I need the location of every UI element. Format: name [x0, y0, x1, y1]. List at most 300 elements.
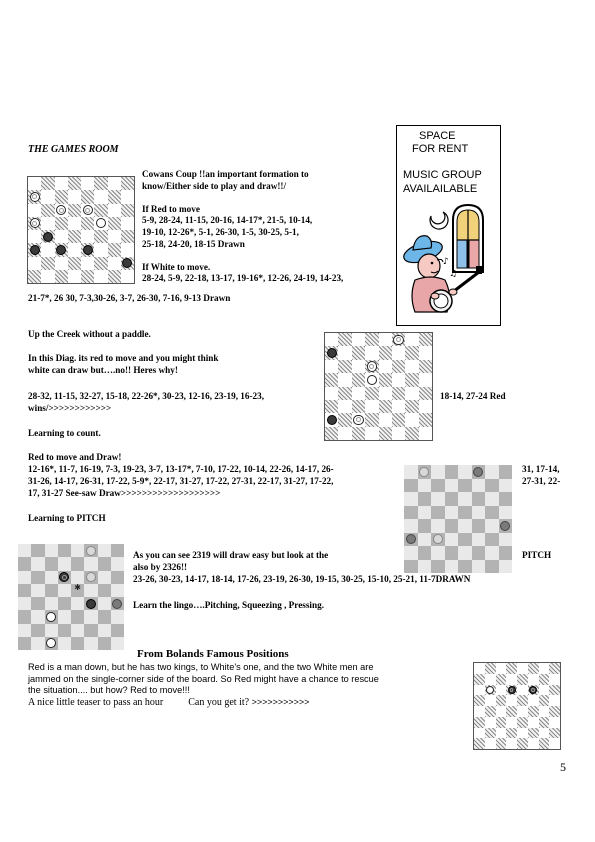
board-square [68, 177, 81, 190]
board-square [549, 728, 560, 739]
board-square [379, 360, 392, 373]
board-square [58, 584, 71, 597]
board-square [496, 674, 507, 685]
board-square [352, 387, 365, 400]
board-square [325, 413, 338, 426]
board-square [445, 465, 459, 479]
board-square [352, 413, 365, 426]
pitch-line1: As you can see 2319 will draw easy but look at the [133, 550, 329, 560]
board-square [474, 717, 485, 728]
board-square [31, 610, 44, 623]
pitch-line1-right: PITCH [522, 550, 552, 560]
board-square [485, 465, 499, 479]
ad-line-music-group: MUSIC GROUP [403, 169, 482, 181]
board-square [352, 427, 365, 440]
board-square [485, 663, 496, 674]
count-line1: Red to move and Draw! [28, 452, 122, 462]
cowans-last-line: 21-7*, 26 30, 7-3,30-26, 3-7, 26-30, 7-16, 9-13 Drawn [28, 293, 231, 303]
board-square [121, 257, 134, 270]
board-square [379, 413, 392, 426]
board-square [338, 360, 351, 373]
board-square [404, 465, 418, 479]
board-square [474, 685, 485, 696]
board-square [121, 217, 134, 230]
board-square [539, 706, 550, 717]
board-square [506, 728, 517, 739]
board-square [58, 624, 71, 637]
board-square [325, 373, 338, 386]
board-square [28, 217, 41, 230]
board-square [419, 333, 432, 346]
board-square [419, 360, 432, 373]
board-square [405, 400, 418, 413]
board-square [41, 243, 54, 256]
board-square [31, 571, 44, 584]
board-square [55, 177, 68, 190]
checker-piece [56, 205, 66, 215]
checker-piece [83, 205, 93, 215]
checker-piece [406, 534, 416, 544]
board-square [517, 738, 528, 749]
board-square [68, 190, 81, 203]
board-square [94, 270, 107, 283]
checker-piece [56, 245, 66, 255]
board-square [499, 465, 513, 479]
board-square [352, 360, 365, 373]
board-square [45, 571, 58, 584]
board-square [506, 685, 517, 696]
board-square [392, 387, 405, 400]
cowans-line [142, 192, 343, 204]
board-square [55, 270, 68, 283]
board-square [506, 717, 517, 728]
bolands-title: From Bolands Famous Positions [137, 648, 289, 660]
board-square [98, 544, 111, 557]
board-square [485, 546, 499, 560]
board-square [419, 427, 432, 440]
board-square [338, 373, 351, 386]
board-square [485, 533, 499, 547]
board-square [472, 479, 486, 493]
board-square [485, 492, 499, 506]
checker-piece [73, 585, 83, 595]
board-square [121, 190, 134, 203]
board-square [94, 217, 107, 230]
board-square [338, 427, 351, 440]
board-square [419, 413, 432, 426]
board-square [84, 557, 97, 570]
board-square [94, 190, 107, 203]
board-square [55, 230, 68, 243]
board-square [18, 597, 31, 610]
board-square [485, 479, 499, 493]
board-square [55, 257, 68, 270]
board-square [485, 728, 496, 739]
board-square [517, 685, 528, 696]
board-square [111, 624, 124, 637]
board-square [81, 230, 94, 243]
board-square [517, 717, 528, 728]
board-square [84, 597, 97, 610]
count-line2: 12-16*, 11-7, 16-19, 7-3, 19-23, 3-7, 13-17*, 7-10, 17-22, 10-14, 22-26, 14-17, 26- [28, 464, 334, 474]
board-square [418, 533, 432, 547]
board-square [98, 624, 111, 637]
board-square [474, 674, 485, 685]
page-number: 5 [560, 760, 566, 774]
board-square [58, 637, 71, 650]
board-square [528, 695, 539, 706]
board-square [41, 204, 54, 217]
board-square [108, 243, 121, 256]
count-line2-right: 31, 17-14, [522, 464, 560, 474]
board-square [528, 663, 539, 674]
board-square [31, 544, 44, 557]
board-square [94, 243, 107, 256]
board-square [474, 728, 485, 739]
board-square [496, 738, 507, 749]
checker-piece [86, 599, 96, 609]
board-square [431, 533, 445, 547]
board-square [81, 270, 94, 283]
board-square [379, 400, 392, 413]
board-square [392, 400, 405, 413]
board-square [472, 546, 486, 560]
board-square [55, 243, 68, 256]
cowans-line: Cowans Coup !!an important formation to [142, 169, 309, 179]
board-square [111, 610, 124, 623]
board-square [405, 360, 418, 373]
board-square [539, 728, 550, 739]
board-square [18, 557, 31, 570]
ad-line-for-rent: FOR RENT [412, 143, 469, 155]
board-square [45, 597, 58, 610]
board-square [84, 624, 97, 637]
board-square [31, 557, 44, 570]
board-square [499, 479, 513, 493]
checker-piece [30, 218, 40, 228]
checker-piece [112, 599, 122, 609]
board-square [71, 610, 84, 623]
cowans-line: If Red to move [142, 203, 200, 214]
board-square [325, 360, 338, 373]
board-square [94, 230, 107, 243]
board-square [458, 519, 472, 533]
board-square [485, 674, 496, 685]
board-square [458, 465, 472, 479]
board-square [45, 610, 58, 623]
board-square [539, 663, 550, 674]
board-square [496, 728, 507, 739]
board-square [108, 230, 121, 243]
board-square [472, 492, 486, 506]
board-square [121, 230, 134, 243]
board-square [121, 270, 134, 283]
checker-board-pitch [18, 544, 124, 650]
board-square [472, 519, 486, 533]
board-square [68, 243, 81, 256]
checker-piece [473, 467, 483, 477]
checker-piece [86, 572, 96, 582]
board-square [404, 519, 418, 533]
board-square [405, 427, 418, 440]
board-square [405, 373, 418, 386]
board-square [81, 217, 94, 230]
board-square [81, 204, 94, 217]
board-square [474, 706, 485, 717]
board-square [458, 546, 472, 560]
cowans-line: 25-18, 24-20, 18-15 Drawn [142, 238, 245, 249]
board-square [392, 413, 405, 426]
checker-board-creek [325, 333, 432, 440]
board-square [445, 479, 459, 493]
board-square [18, 584, 31, 597]
board-square [549, 717, 560, 728]
checker-board-bolands [474, 663, 560, 749]
checker-piece [327, 415, 337, 425]
checker-piece [529, 686, 537, 694]
board-square [28, 177, 41, 190]
board-square [41, 177, 54, 190]
ad-line-available: AVAILAILABLE [403, 183, 478, 195]
board-square [418, 465, 432, 479]
board-square [84, 571, 97, 584]
count-line3: 31-26, 14-17, 26-31, 17-22, 5-9*, 22-17, 31-27, 17-22, 27-31, 22-17, 31-27, 17-22, [28, 476, 334, 486]
board-square [58, 597, 71, 610]
board-square [352, 373, 365, 386]
board-square [404, 560, 418, 574]
board-square [84, 610, 97, 623]
banjo-player-illustration [401, 200, 497, 324]
board-square [418, 479, 432, 493]
board-square [68, 230, 81, 243]
board-square [472, 533, 486, 547]
board-square [445, 506, 459, 520]
board-square [517, 695, 528, 706]
board-square [111, 571, 124, 584]
creek-line: In this Diag. its red to move and you might think [28, 353, 219, 363]
board-square [404, 479, 418, 493]
board-square [506, 706, 517, 717]
board-square [458, 479, 472, 493]
board-square [496, 663, 507, 674]
bolands-teaser [28, 697, 309, 708]
board-square [55, 190, 68, 203]
board-square [405, 346, 418, 359]
board-square [419, 400, 432, 413]
board-square [485, 706, 496, 717]
checker-piece [486, 686, 494, 694]
board-square [31, 624, 44, 637]
board-square [31, 584, 44, 597]
board-square [68, 270, 81, 283]
board-square [58, 557, 71, 570]
board-square [111, 597, 124, 610]
board-square [31, 597, 44, 610]
checker-piece [30, 192, 40, 202]
board-square [418, 560, 432, 574]
board-square [474, 663, 485, 674]
checker-piece [30, 245, 40, 255]
board-square [499, 492, 513, 506]
board-square [68, 204, 81, 217]
svg-text:♫: ♫ [449, 269, 458, 279]
board-square [445, 560, 459, 574]
svg-text:♪: ♪ [443, 257, 449, 267]
creek-intro [28, 353, 219, 376]
board-square [41, 230, 54, 243]
board-square [405, 333, 418, 346]
board-square [549, 674, 560, 685]
board-square [71, 544, 84, 557]
board-square [121, 204, 134, 217]
board-square [98, 610, 111, 623]
cowans-text-block [142, 169, 343, 285]
board-square [71, 637, 84, 650]
board-square [111, 544, 124, 557]
board-square [549, 695, 560, 706]
board-square [41, 190, 54, 203]
cowans-line: know/Either side to play and draw!!/ [142, 180, 287, 191]
board-square [28, 230, 41, 243]
board-square [499, 546, 513, 560]
board-square [58, 610, 71, 623]
board-square [28, 257, 41, 270]
board-square [499, 560, 513, 574]
board-square [499, 506, 513, 520]
board-square [418, 506, 432, 520]
board-square [418, 519, 432, 533]
board-square [121, 243, 134, 256]
board-square [71, 624, 84, 637]
board-square [419, 373, 432, 386]
board-square [111, 557, 124, 570]
board-square [485, 685, 496, 696]
board-square [517, 706, 528, 717]
bolands-line: Red is a man down, but he has two kings, to White's one, and the two White men are [28, 662, 374, 672]
checker-piece [59, 572, 69, 582]
board-square [379, 427, 392, 440]
board-square [431, 479, 445, 493]
board-square [325, 387, 338, 400]
board-square [379, 346, 392, 359]
board-square [108, 177, 121, 190]
board-square [539, 674, 550, 685]
checker-piece [500, 521, 510, 531]
board-square [108, 204, 121, 217]
cowans-line: 19-10, 12-26*, 5-1, 26-30, 1-5, 30-25, 5-1, [142, 226, 299, 237]
checker-piece [83, 245, 93, 255]
board-square [431, 546, 445, 560]
board-square [71, 571, 84, 584]
board-square [84, 544, 97, 557]
board-square [365, 427, 378, 440]
board-square [45, 637, 58, 650]
board-square [55, 204, 68, 217]
checker-piece [367, 361, 377, 371]
checker-piece [43, 232, 53, 242]
board-square [404, 533, 418, 547]
board-square [458, 492, 472, 506]
board-square [45, 584, 58, 597]
board-square [392, 373, 405, 386]
board-square [55, 217, 68, 230]
board-square [485, 717, 496, 728]
board-square [474, 695, 485, 706]
board-square [18, 624, 31, 637]
board-square [485, 560, 499, 574]
cowans-line: 5-9, 28-24, 11-15, 20-16, 14-17*, 21-5, 10-14, [142, 215, 313, 226]
board-square [28, 270, 41, 283]
count-line3-right: 27-31, 22- [522, 476, 561, 486]
board-square [108, 257, 121, 270]
board-square [517, 663, 528, 674]
board-square [404, 546, 418, 560]
board-square [81, 257, 94, 270]
board-square [528, 738, 539, 749]
board-square [485, 738, 496, 749]
board-square [108, 190, 121, 203]
board-square [352, 400, 365, 413]
board-square [365, 413, 378, 426]
board-square [392, 333, 405, 346]
checker-piece [508, 686, 516, 694]
board-square [352, 333, 365, 346]
board-square [28, 243, 41, 256]
board-square [496, 685, 507, 696]
board-square [121, 177, 134, 190]
board-square [528, 706, 539, 717]
board-square [517, 674, 528, 685]
board-square [458, 560, 472, 574]
bolands-teaser-a: A nice little teaser to pass an hour [28, 697, 164, 708]
board-square [431, 492, 445, 506]
board-square [472, 560, 486, 574]
board-square [506, 674, 517, 685]
board-square [419, 387, 432, 400]
checker-piece [46, 638, 56, 648]
board-square [98, 557, 111, 570]
checker-piece [96, 218, 106, 228]
board-square [31, 637, 44, 650]
board-square [485, 506, 499, 520]
board-square [84, 637, 97, 650]
checker-piece [86, 546, 96, 556]
board-square [28, 190, 41, 203]
board-square [94, 204, 107, 217]
board-square [506, 738, 517, 749]
board-square [517, 728, 528, 739]
board-square [549, 706, 560, 717]
board-square [549, 685, 560, 696]
board-square [431, 506, 445, 520]
board-square [365, 373, 378, 386]
creek-moves-right: 18-14, 27-24 Red [440, 391, 506, 401]
board-square [539, 695, 550, 706]
bolands-line: jammed on the single-corner side of the board. So Red might have a chance to rescue [28, 673, 379, 684]
bolands-teaser-c: >>>>>>>>>>> [251, 697, 310, 707]
checker-piece [419, 467, 429, 477]
board-square [365, 333, 378, 346]
board-square [539, 685, 550, 696]
board-square [472, 506, 486, 520]
board-square [41, 270, 54, 283]
cowans-line: 28-24, 5-9, 22-18, 13-17, 19-16*, 12-26, 24-19, 14-23, [142, 273, 344, 284]
board-square [338, 413, 351, 426]
board-square [45, 624, 58, 637]
board-square [549, 738, 560, 749]
board-square [379, 373, 392, 386]
board-square [98, 571, 111, 584]
